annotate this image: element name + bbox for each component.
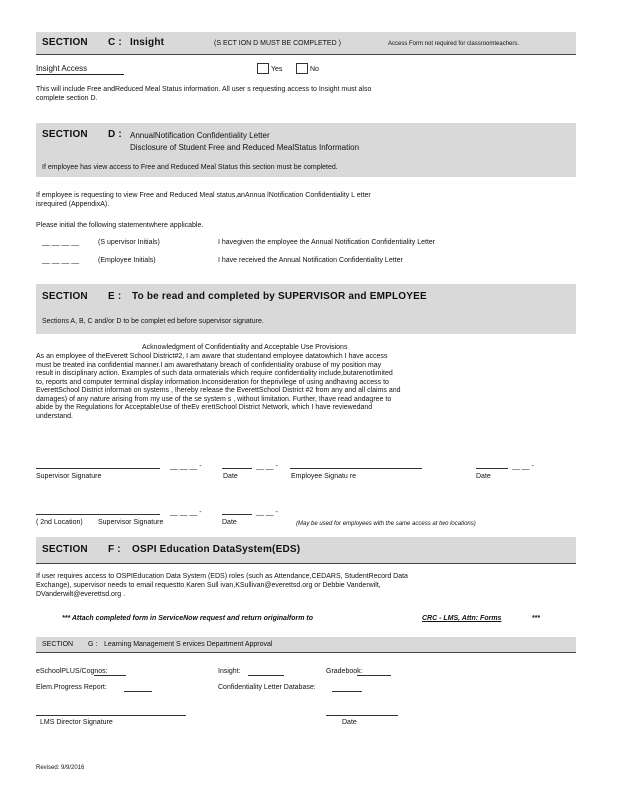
second-location-signature-line[interactable] (36, 514, 160, 515)
section-g-letter: G : (88, 641, 98, 648)
attach-destination: CRC - LMS, Attn: Forms (422, 615, 502, 622)
section-c-letter: C : (108, 37, 122, 48)
no-label: No (310, 66, 319, 73)
section-d-line3: If employee has view access to Free and Reduced Meal Status this section must be completed. (42, 164, 338, 171)
ack-line: abide by the Regulations for AcceptableUse of theEv erettSchool District Network, which I have reviewedand (36, 404, 373, 411)
attach-end-marks: *** (532, 615, 541, 622)
director-date-line[interactable] (326, 715, 398, 716)
gradebook-label: Gradebook: (326, 668, 363, 675)
date-blank-3[interactable]: __ __ __ - (170, 509, 202, 516)
date-line-3[interactable] (222, 514, 252, 515)
section-f-letter: F : (108, 544, 121, 555)
ack-line: As an employee of theEverett School District#2, I am aware that studentand employee datatowhich I have access (36, 353, 388, 360)
employee-signature-label: Employee Signatu re (291, 473, 356, 480)
attach-instruction: *** Attach completed form in ServiceNow request and return originalform to (62, 615, 314, 622)
supervisor-initial-blank[interactable]: __ __ __ __ (42, 239, 79, 246)
elem-progress-label: Elem.Progress Report: (36, 684, 107, 691)
ack-line: damages) of any nature arising from my use of the se system s , without limitation. Further, Ihave read andagree to (36, 395, 392, 403)
director-date-label: Date (342, 719, 357, 726)
insight-field[interactable] (248, 675, 284, 676)
ack-line: to, reports and computer terminal display information.Inconsideration for theprivilege of using andhaving access to (36, 378, 389, 386)
section-e-subtitle: Sections A, B, C and/or D to be complet ed before supervisor signature. (42, 318, 264, 325)
director-signature-line[interactable] (36, 715, 186, 716)
director-signature-label: LMS Director Signature (40, 719, 113, 726)
section-d-line2: Disclosure of Student Free and Reduced MealStatus Information (130, 143, 360, 152)
supervisor-signature-label: Supervisor Signature (36, 473, 102, 480)
section-f-line1: If user requires access to OSPIEducation Data System (EDS) roles (such as Attendance,CEDARS, StudentRecord Data (36, 573, 408, 580)
date-blank-1[interactable]: __ __ __ - (170, 463, 202, 470)
section-c-label: SECTION (42, 37, 88, 48)
second-location-label: ( 2nd Location) (36, 519, 83, 526)
employee-initial-blank[interactable]: __ __ __ __ (42, 257, 79, 264)
section-g-label: SECTION (42, 641, 74, 648)
insight-access-underline (36, 74, 124, 75)
date-blank-1b[interactable]: __ __ - (256, 463, 278, 470)
section-f-line3: DVanderwilt@everettsd.org . (36, 591, 126, 598)
section-f-line2: Exchange), supervisor needs to email requestto Karen Sull ivan,KSullivan@everettsd.org or Debbie Vanderwilt, (36, 582, 381, 589)
section-d-line1: AnnualNotification Confidentiality Letter (130, 131, 270, 140)
confidentiality-db-field[interactable] (332, 691, 362, 692)
acknowledgment-title: Acknowledgment of Confidentiality and Acceptable Use Provisions (142, 344, 348, 351)
section-f-header (36, 537, 576, 564)
date-line-1[interactable] (222, 468, 252, 469)
section-c-body-line1: This will include Free andReduced Meal Status information. All user s requesting access to Insight must also (36, 86, 372, 93)
second-location-date-label: Date (222, 519, 237, 526)
revised-date: Revised: 9/9/2016 (36, 765, 85, 771)
supervisor-initial-label: (S upervisor Initials) (98, 239, 160, 246)
supervisor-date-label: Date (223, 473, 238, 480)
yes-label: Yes (271, 66, 283, 73)
section-c-header (36, 32, 576, 55)
section-f-name: OSPI Education DataSystem(EDS) (132, 544, 301, 555)
section-f-label: SECTION (42, 544, 88, 555)
section-c-note: (S ECT ION D MUST BE COMPLETED ) (214, 40, 341, 47)
date-blank-2[interactable]: __ __ - (512, 463, 534, 470)
supervisor-signature-line[interactable] (36, 468, 160, 469)
section-g-header (36, 637, 576, 653)
employee-initial-label: (Employee Initials) (98, 257, 156, 264)
section-d-initial-instruction: Please initial the following statementwhere applicable. (36, 222, 204, 229)
employee-signature-line[interactable] (290, 468, 422, 469)
gradebook-field[interactable] (357, 675, 391, 676)
section-e-letter: E : (108, 291, 122, 302)
second-location-supervisor-label: Supervisor Signature (98, 519, 164, 526)
section-d-label: SECTION (42, 129, 88, 140)
section-c-name: Insight (130, 37, 165, 48)
eschool-label: eSchoolPLUS/Cognos: (36, 668, 108, 675)
section-e-name: To be read and completed by SUPERVISOR and EMPLOYEE (132, 291, 427, 302)
second-location-note: (May be used for employees with the same access at two locations) (296, 521, 476, 527)
ack-line: EverettSchool District informati on systems , Ihereby release the EverettSchool District #2 from any and all claims and (36, 387, 401, 394)
elem-progress-field[interactable] (124, 691, 152, 692)
employee-date-line[interactable] (476, 468, 508, 469)
date-blank-3b[interactable]: __ __ - (256, 509, 278, 516)
eschool-field[interactable] (94, 675, 126, 676)
ack-line: understand. (36, 412, 73, 420)
insight-access-label: Insight Access (36, 64, 88, 73)
ack-line: must be treated ina confidential manner.I am awarethatany breach of confidentiality orabuse of my position may (36, 361, 382, 369)
section-e-header (36, 284, 576, 334)
section-d-header (36, 123, 576, 177)
ack-line: result in disciplinary action. Examples of such data ormaterials which require confidentiality include,butarenotlimited (36, 370, 393, 377)
section-e-label: SECTION (42, 291, 88, 302)
employee-initial-statement: I have received the Annual Notification Confidentiality Letter (218, 257, 403, 264)
section-d-req-line2: isrequired (AppendixA). (36, 201, 110, 208)
employee-date-label: Date (476, 473, 491, 480)
yes-checkbox[interactable] (257, 63, 269, 74)
section-c-access-note: Access Form not required for classroomteachers. (388, 41, 520, 47)
supervisor-initial-statement: I havegiven the employee the Annual Notification Confidentiality Letter (218, 239, 436, 246)
section-d-req-line1: If employee is requesting to view Free and Reduced Meal status,anAnnua lNotification Confidentiality L etter (36, 192, 371, 199)
insight-label: Insight: (218, 668, 241, 675)
section-g-name: Learning Management S ervices Department Approval (104, 641, 273, 648)
acknowledgment-paragraph (36, 352, 576, 420)
section-d-letter: D : (108, 129, 122, 140)
no-checkbox[interactable] (296, 63, 308, 74)
confidentiality-db-label: Confidentiality Letter Database: (218, 684, 316, 691)
section-c-body-line2: complete section D. (36, 95, 98, 102)
